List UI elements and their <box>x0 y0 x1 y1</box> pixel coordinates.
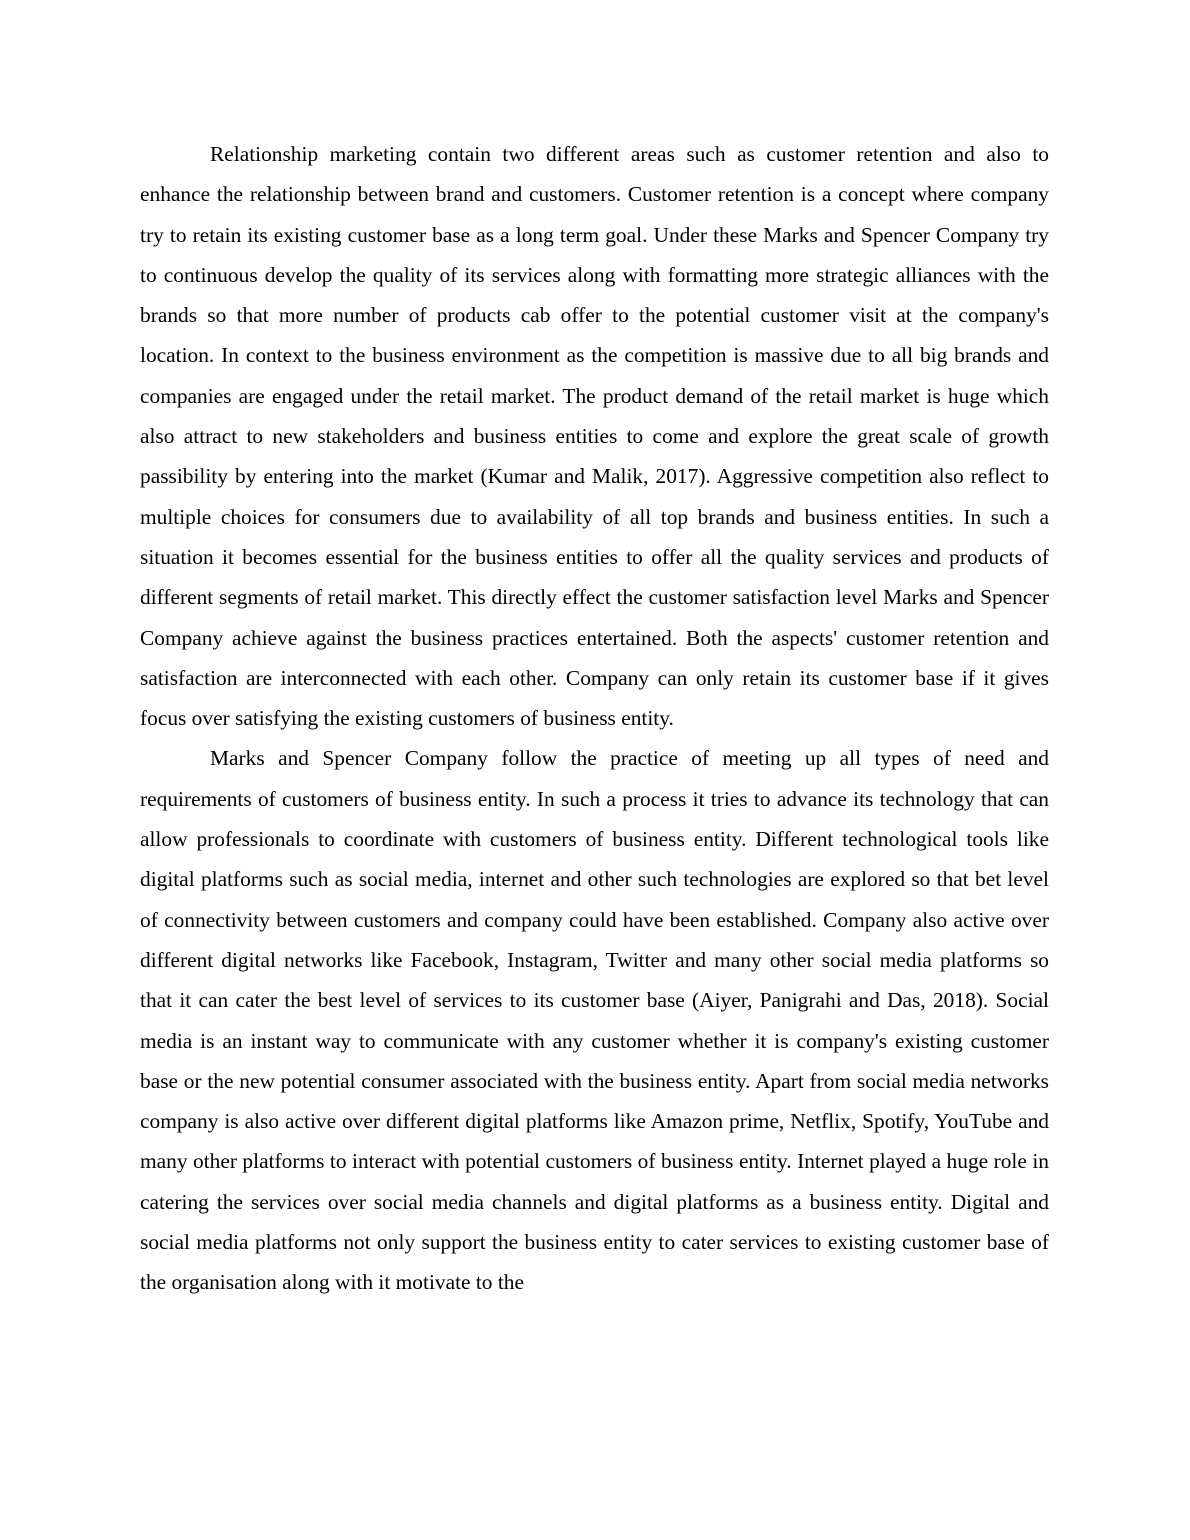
paragraph-relationship-marketing: Relationship marketing contain two different areas such as customer retention and also to enhance the relationship between brand and customers. Customer retention is a concept where company try to retain its existing customer base as a long term goal. Under these Marks and Spencer Company try to continuous develop the quality of its services along with formatting more strategic alliances with the brands so that more number of products cab offer to the potential customer visit at the company's location. In context to the business environment as the competition is massive due to all big brands and companies are engaged under the retail market. The product demand of the retail market is huge which also attract to new stakeholders and business entities to come and explore the great scale of growth passibility by entering into the market (Kumar and Malik, 2017). Aggressive competition also reflect to multiple choices for consumers due to availability of all top brands and business entities. In such a situation it becomes essential for the business entities to offer all the quality services and products of different segments of retail market. This directly effect the customer satisfaction level Marks and Spencer Company achieve against the business practices entertained. Both the aspects' customer retention and satisfaction are interconnected with each other. Company can only retain its customer base if it gives focus over satisfying the existing customers of business entity. <box>140 142 1049 731</box>
body-text <box>140 134 1049 1303</box>
paragraph-customer-requirements: Marks and Spencer Company follow the practice of meeting up all types of need and requirements of customers of business entity. In such a process it tries to advance its technology that can allow professionals to coordinate with customers of business entity. Different technological tools like digital platforms such as social media, internet and other such technologies are explored so that bet level of connectivity between customers and company could have been established. Company also active over different digital networks like Facebook, Instagram, Twitter and many other social media platforms so that it can cater the best level of services to its customer base (Aiyer, Panigrahi and Das, 2018). Social media is an instant way to communicate with any customer whether it is company's existing customer base or the new potential consumer associated with the business entity. Apart from social media networks company is also active over different digital platforms like Amazon prime, Netflix, Spotify, YouTube and many other platforms to interact with potential customers of business entity. Internet played a huge role in catering the services over social media channels and digital platforms as a business entity. Digital and social media platforms not only support the business entity to cater services to existing customer base of the organisation along with it motivate to the <box>140 746 1049 1295</box>
